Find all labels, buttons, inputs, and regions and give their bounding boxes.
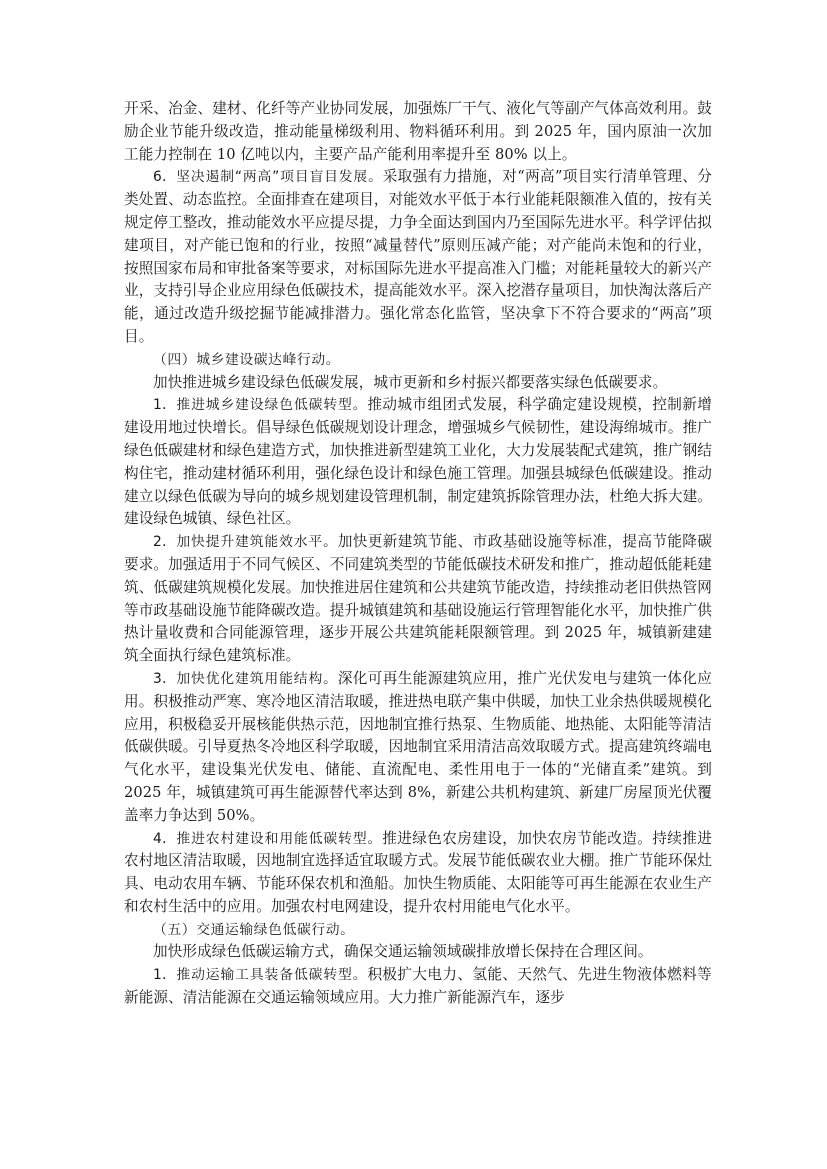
item-number: 3． [153, 670, 177, 687]
paragraph-item-curb-two-high [124, 166, 712, 348]
paragraph-item-rural-transition [124, 828, 712, 919]
item-body: 深化可再生能源建筑应用，推广光伏发电与建筑一体化应用。积极推动严寒、寒冷地区清洁取暖，推进热电联产集中供暖，加快工业余热供暖规模化应用，积极稳妥开展核能供热示范，因地制宜推行热泵、生物质能、地热能、太阳能等清洁低碳供暖。引导夏热冬冷地区科学取暖，因地制宜采用清洁高效取暖方式。提高建筑终端电气化水平，建设集光伏发电、储能、直流配电、柔性用电于一体的“光储直柔”建筑。到 2025 年，城镇建筑可再生能源替代率达到 8%，新建公共机构建筑、新建厂房屋顶光伏覆盖率力争达到 50%。 [124, 669, 712, 824]
section-title: （五）交通运输绿色低碳行动。 [153, 921, 355, 938]
item-body: 积极扩大电力、氢能、天然气、先进生物液体燃料等新能源、清洁能源在交通运输领域应用。大力推广新能源汽车，逐步 [124, 966, 712, 1007]
paragraph-intro-urban-rural: 加快推进城乡建设绿色低碳发展，城市更新和乡村振兴都要落实绿色低碳要求。 [153, 373, 668, 391]
item-heading: 加快优化建筑用能结构。 [176, 670, 338, 687]
item-number: 4． [153, 830, 177, 847]
section-heading-transport [124, 919, 712, 942]
document-body [124, 98, 712, 1010]
item-number: 1． [153, 967, 177, 984]
item-body: 采取强有力措施，对“两高”项目实行清单管理、分类处置、动态监控。全面排查在建项目，对能效水平低于本行业能耗限额准入值的，按有关规定停工整改，推动能效水平应提尽提，力争全面达到国内乃至国际先进水平。科学评估拟建项目，对产能已饱和的行业，按照“减量替代”原则压减产能；对产能尚未饱和的行业，按照国家布局和审批备案等要求，对标国际先进水平提高准入门槛；对能耗量较大的新兴产业，支持引导企业应用绿色低碳技术，提高能效水平。深入挖潜存量项目，加快淘汰落后产能，通过改造升级挖掘节能减排潜力。强化常态化监管，坚决拿下不符合要求的“两高”项目。 [124, 168, 712, 345]
item-number: 6． [153, 169, 177, 186]
paragraph-item-transport-equipment [124, 964, 712, 1010]
paragraph-item-building-energy-structure [124, 668, 712, 828]
paragraph-intro-transport: 加快形成绿色低碳运输方式，确保交通运输领域碳排放增长保持在合理区间。 [153, 943, 653, 961]
paragraph-item-urban-rural-transition [124, 394, 712, 531]
item-heading: 坚决遏制“两高”项目盲目发展。 [176, 169, 383, 186]
item-body: 加快更新建筑节能、市政基础设施等标准，提高节能降碳要求。加强适用于不同气候区、不同建筑类型的节能低碳技术研发和推广，推动超低能耗建筑、低碳建筑规模化发展。加快推进居住建筑和公共建筑节能改造，持续推动老旧供热管网等市政基础设施节能降碳改造。提升城镇建筑和基础设施运行管理智能化水平，加快推广供热计量收费和合同能源管理，逐步开展公共建筑能耗限额管理。到 2025 年，城镇新建建筑全面执行绿色建筑标准。 [124, 533, 712, 665]
item-body: 推进绿色农房建设，加快农房节能改造。持续推进农村地区清洁取暖，因地制宜选择适宜取暖方式。发展节能低碳农业大棚。推广节能环保灶具、电动农用车辆、节能环保农机和渔船。加快生物质能、太阳能等可再生能源在农业生产和农村生活中的应用。加强农村电网建设，提升农村用能电气化水平。 [124, 829, 712, 915]
item-heading: 推进城乡建设绿色低碳转型。 [176, 397, 368, 414]
item-heading: 推进农村建设和用能低碳转型。 [176, 830, 383, 847]
section-heading-urban-rural [124, 349, 712, 372]
item-body: 推动城市组团式发展，科学确定建设规模，控制新增建设用地过快增长。倡导绿色低碳规划设计理念，增强城乡气候韧性，建设海绵城市。推广绿色低碳建材和绿色建造方式，加快推进新型建筑工业化，大力发展装配式建筑，推广钢结构住宅，推动建材循环利用，强化绿色设计和绿色施工管理。加强县城绿色低碳建设。推动建立以绿色低碳为导向的城乡规划建设管理机制，制定建筑拆除管理办法，杜绝大拆大建。建设绿色城镇、绿色社区。 [124, 396, 712, 528]
item-heading: 推动运输工具装备低碳转型。 [176, 967, 368, 984]
paragraph-item-building-efficiency [124, 531, 712, 668]
item-number: 2． [153, 534, 177, 551]
item-heading: 加快提升建筑能效水平。 [176, 534, 338, 551]
section-title: （四）城乡建设碳达峰行动。 [153, 351, 341, 368]
paragraph-continuation: 开采、冶金、建材、化纤等产业协同发展，加强炼厂干气、液化气等副产气体高效利用。鼓励企业节能升级改造，推动能量梯级利用、物料循环利用。到 2025 年，国内原油一次加工能力控制在 10 亿吨以内，主要产品产能利用率提升至 80% 以上。 [124, 100, 712, 163]
item-number: 1． [153, 397, 177, 414]
